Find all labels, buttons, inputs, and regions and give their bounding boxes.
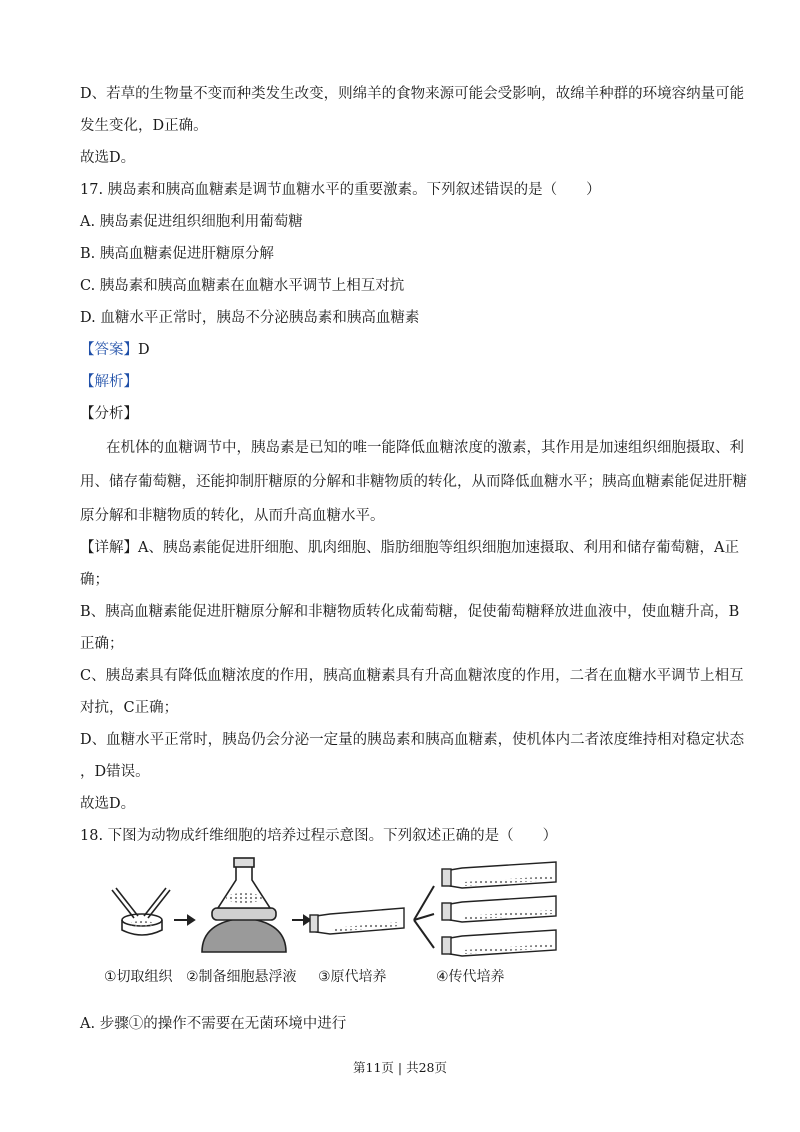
detail-line: B、胰高血糖素能促进肝糖原分解和非糖物质转化成葡萄糖，促使葡萄糖释放进血液中，使血糖升高，B (80, 604, 740, 620)
option-d: D. 血糖水平正常时，胰岛不分泌胰岛素和胰高血糖素 (80, 310, 420, 326)
analysis-line: 在机体的血糖调节中，胰岛素是已知的唯一能降低血糖浓度的激素，其作用是加速组织细胞摄取、利 (106, 440, 744, 456)
arrow-icon (174, 916, 194, 924)
question-18: 18. 下图为动物成纤维细胞的培养过程示意图。下列叙述正确的是（ ） (80, 828, 558, 844)
option-a: A. 胰岛素促进组织细胞利用葡萄糖 (80, 214, 303, 230)
text-line: 故选D。 (80, 150, 136, 166)
analysis-mark: 【解析】 (80, 374, 138, 390)
detail-line: D、血糖水平正常时，胰岛仍会分泌一定量的胰岛素和胰高血糖素，使机体内二者浓度维持相对稳定状态 (80, 732, 745, 748)
detail-line: 确； (80, 572, 109, 588)
detail-line: C、胰岛素具有降低血糖浓度的作用，胰高血糖素具有升高血糖浓度的作用，二者在血糖水平调节上相互 (80, 668, 744, 684)
culture-flask-passage-icon (442, 930, 556, 956)
detail-line: 正确； (80, 636, 124, 652)
culture-flask-passage-icon (442, 896, 556, 922)
figure-caption: ④传代培养 (436, 969, 505, 985)
detail-line: ，D错误。 (80, 764, 150, 780)
flask-on-shaker-icon (202, 858, 286, 952)
culture-flask-primary-icon (310, 908, 404, 934)
detail-text: A、胰岛素能促进肝细胞、肌肉细胞、脂肪细胞等组织细胞加速摄取、利用和储存葡萄糖，A正 (138, 540, 739, 556)
petri-dish-with-scissors-icon (112, 888, 170, 935)
question-17: 17. 胰岛素和胰高血糖素是调节血糖水平的重要激素。下列叙述错误的是（ ） (80, 182, 601, 198)
answer-value: D (138, 342, 150, 358)
detail-line: 对抗，C正确； (80, 700, 179, 716)
page-footer: 第11页 | 共28页 (353, 1060, 447, 1075)
option-c: C. 胰岛素和胰高血糖素在血糖水平调节上相互对抗 (80, 278, 405, 294)
answer-mark: 【答案】 (80, 342, 138, 358)
analysis-line: 用、储存葡萄糖，还能抑制肝糖原的分解和非糖物质的转化，从而降低血糖水平；胰高血糖素能促进肝糖 (80, 474, 747, 490)
culture-flask-passage-icon (442, 862, 556, 888)
detail-mark: 【详解】 (80, 540, 138, 556)
text-line: 发生变化，D正确。 (80, 118, 208, 134)
text-line: D、若草的生物量不变而种类发生改变，则绵羊的食物来源可能会受影响，故绵羊种群的环境容纳量可能 (80, 86, 745, 102)
analysis-line: 原分解和非糖物质的转化，从而升高血糖水平。 (80, 508, 385, 524)
arrow-icon (292, 916, 310, 924)
branch-arrows-icon (414, 886, 434, 948)
question-18-option-a: A. 步骤①的操作不需要在无菌环境中进行 (80, 1016, 347, 1032)
option-b: B. 胰高血糖素促进肝糖原分解 (80, 246, 274, 262)
detail-line (80, 538, 739, 558)
answer-line (80, 340, 150, 360)
detail-line: 故选D。 (80, 796, 136, 812)
figure-caption: ②制备细胞悬浮液 (186, 969, 297, 985)
fenxi-mark: 【分析】 (80, 406, 138, 422)
figure-caption: ③原代培养 (318, 969, 387, 985)
figure-caption: ①切取组织 (104, 969, 173, 985)
